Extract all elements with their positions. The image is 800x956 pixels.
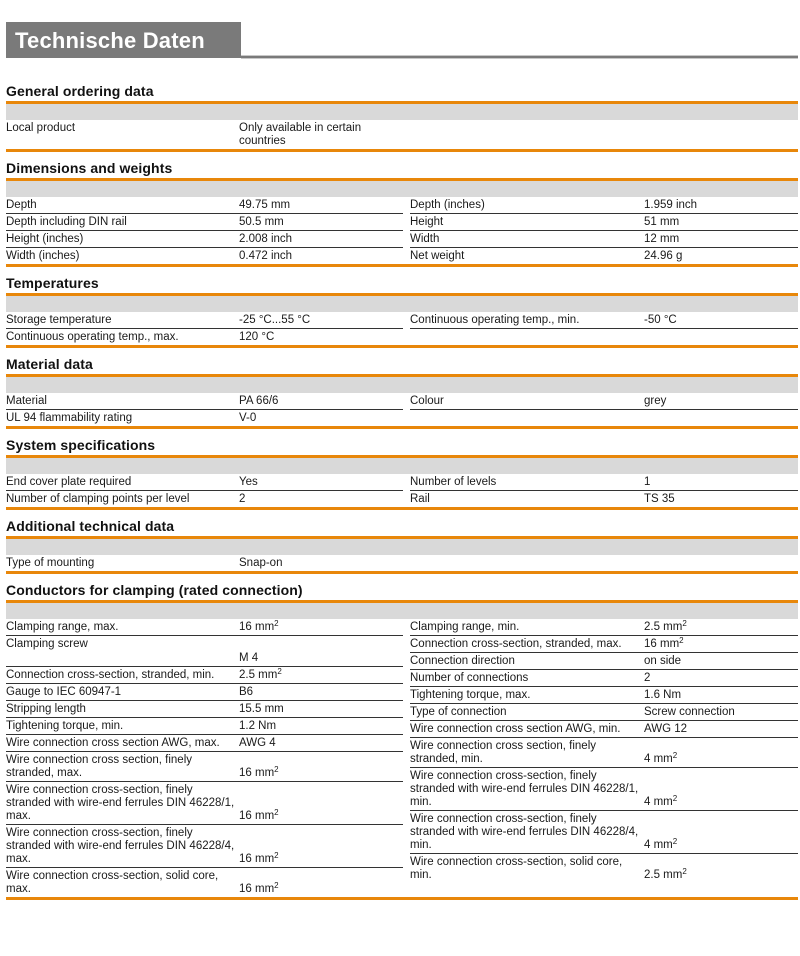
spec-label: Wire connection cross section AWG, min. — [410, 721, 644, 738]
spec-value: V-0 — [239, 412, 257, 424]
spec-value: Only available in certain countries — [239, 122, 362, 147]
spec-row — [6, 491, 403, 508]
section-material-data — [6, 355, 798, 429]
spec-table — [6, 393, 403, 426]
spec-row — [6, 248, 403, 265]
spec-value: 1.2 Nm — [239, 718, 403, 735]
spec-label: Wire connection cross-section, finely stranded with wire-end ferrules DIN 46228/1, min. — [410, 768, 644, 811]
spec-label: Continuous operating temp., max. — [6, 331, 179, 343]
section-body — [6, 178, 798, 267]
spec-value: -50 °C — [644, 312, 798, 329]
section-body — [6, 293, 798, 348]
spec-value: 4 $mm^2$ — [644, 738, 798, 768]
spec-label: Clamping screw — [6, 636, 239, 667]
spec-label: Wire connection cross-section, finely stranded with wire-end ferrules DIN 46228/4, max. — [6, 825, 239, 868]
section-body — [6, 374, 798, 429]
left-column — [6, 555, 403, 571]
spec-label: Connection cross-section, stranded, min. — [6, 667, 239, 684]
spec-table — [6, 474, 403, 507]
spec-row — [6, 393, 403, 410]
spec-row — [6, 868, 403, 898]
spec-value: 49.75 mm — [239, 197, 403, 214]
spec-row — [6, 214, 403, 231]
spec-value: -25 °C...55 °C — [239, 312, 403, 329]
spec-label: Clamping range, min. — [410, 619, 644, 636]
spec-value: Snap-on — [239, 557, 283, 569]
section-band — [6, 603, 798, 619]
section-title: Material data — [6, 356, 93, 372]
section-title: Temperatures — [6, 275, 99, 291]
spec-value: 12 mm — [644, 231, 798, 248]
spec-row — [6, 329, 403, 346]
spec-label: Type of mounting — [6, 557, 95, 569]
spec-label: Number of clamping points per level — [6, 493, 190, 505]
spec-row — [6, 312, 403, 329]
spec-table — [6, 619, 403, 897]
spec-value: 16 $mm^2$ — [239, 825, 403, 868]
left-column — [6, 312, 403, 345]
spec-row — [6, 120, 403, 149]
spec-label: Width (inches) — [6, 250, 80, 262]
spec-row — [6, 197, 403, 214]
section-band — [6, 377, 798, 393]
section-general-ordering-data — [6, 82, 798, 152]
spec-value: 16 $mm^2$ — [239, 752, 403, 782]
spec-value: 16 $mm^2$ — [239, 619, 403, 636]
section-title: Conductors for clamping (rated connection) — [6, 582, 303, 598]
spec-row — [410, 721, 798, 738]
right-column — [410, 555, 798, 571]
spec-row — [6, 555, 403, 571]
spec-label: Height (inches) — [6, 231, 239, 248]
spec-label: Wire connection cross-section, solid core, max. — [6, 870, 219, 895]
spec-label: Number of connections — [410, 670, 644, 687]
spec-value: PA 66/6 — [239, 393, 403, 410]
spec-value: B6 — [239, 684, 403, 701]
spec-value: 1.6 Nm — [644, 687, 798, 704]
spec-value: 50.5 mm — [239, 214, 403, 231]
spec-row — [6, 667, 403, 684]
spec-label: Depth including DIN rail — [6, 214, 239, 231]
section-dimensions-and-weights — [6, 159, 798, 267]
spec-row — [6, 684, 403, 701]
spec-row — [410, 670, 798, 687]
spec-label: Depth (inches) — [410, 197, 644, 214]
spec-label: Type of connection — [410, 704, 644, 721]
spec-value: AWG 12 — [644, 721, 798, 738]
spec-row — [410, 768, 798, 811]
spec-label: Net weight — [410, 250, 465, 262]
section-grid — [6, 312, 798, 345]
right-column — [410, 120, 798, 149]
spec-value: 16 $mm^2$ — [239, 881, 279, 895]
spec-value: grey — [644, 393, 798, 410]
section-title: Additional technical data — [6, 518, 175, 534]
section-system-specifications — [6, 436, 798, 510]
spec-row — [6, 636, 403, 667]
spec-row — [6, 474, 403, 491]
section-conductors-for-clamping-rated-connection — [6, 581, 798, 900]
spec-label: Number of levels — [410, 474, 644, 491]
spec-label: Connection cross-section, stranded, max. — [410, 636, 644, 653]
spec-value: 120 °C — [239, 331, 275, 343]
spec-value: 2.5 $mm^2$ — [644, 867, 687, 881]
section-band — [6, 296, 798, 312]
spec-label: Wire connection cross-section, solid core, min. — [410, 856, 623, 881]
spec-row — [6, 825, 403, 868]
spec-label: Width — [410, 231, 644, 248]
spec-label: Local product — [6, 122, 76, 134]
spec-value: on side — [644, 653, 798, 670]
section-title: Dimensions and weights — [6, 160, 173, 176]
spec-label: Tightening torque, max. — [410, 687, 644, 704]
spec-row — [6, 701, 403, 718]
section-grid — [6, 393, 798, 426]
spec-row — [6, 410, 403, 427]
spec-table — [6, 312, 403, 345]
spec-value: 2 — [239, 493, 246, 505]
spec-row — [410, 214, 798, 231]
spec-table — [6, 197, 403, 264]
spec-label: Clamping range, max. — [6, 619, 239, 636]
spec-row — [410, 619, 798, 636]
section-grid — [6, 619, 798, 897]
spec-label: Material — [6, 393, 239, 410]
section-grid — [6, 555, 798, 571]
page-title: Technische Daten — [6, 22, 241, 58]
spec-value: 0.472 inch — [239, 250, 293, 262]
spec-table — [410, 197, 798, 264]
spec-row — [410, 704, 798, 721]
spec-label: Depth — [6, 197, 239, 214]
left-column — [6, 120, 403, 149]
right-column — [410, 474, 798, 507]
section-body — [6, 455, 798, 510]
left-column — [6, 619, 403, 897]
spec-row — [410, 474, 798, 491]
spec-value: 51 mm — [644, 214, 798, 231]
spec-row — [6, 782, 403, 825]
spec-label: Wire connection cross-section, finely stranded with wire-end ferrules DIN 46228/4, min. — [410, 811, 644, 854]
spec-row — [410, 687, 798, 704]
section-band — [6, 181, 798, 197]
spec-row — [410, 231, 798, 248]
spec-value: AWG 4 — [239, 735, 403, 752]
spec-value: 16 $mm^2$ — [239, 782, 403, 825]
spec-label: Wire connection cross section AWG, max. — [6, 735, 239, 752]
spec-value: Yes — [239, 474, 403, 491]
spec-label: UL 94 flammability rating — [6, 412, 133, 424]
spec-row — [410, 393, 798, 410]
right-column — [410, 619, 798, 897]
spec-label: Wire connection cross section, finely stranded, min. — [410, 738, 644, 768]
section-body — [6, 101, 798, 152]
section-temperatures — [6, 274, 798, 348]
spec-value: 15.5 mm — [239, 701, 403, 718]
section-grid — [6, 474, 798, 507]
spec-value: 2.5 $mm^2$ — [239, 667, 403, 684]
technical-data-content — [6, 82, 798, 907]
section-body — [6, 536, 798, 574]
right-column — [410, 312, 798, 345]
spec-label: Rail — [410, 493, 430, 505]
spec-label: Gauge to IEC 60947-1 — [6, 684, 239, 701]
right-column — [410, 393, 798, 426]
spec-row — [410, 653, 798, 670]
spec-value: 2.008 inch — [239, 231, 403, 248]
spec-value: TS 35 — [644, 493, 675, 505]
spec-row — [410, 197, 798, 214]
spec-row — [410, 248, 798, 265]
section-additional-technical-data — [6, 517, 798, 574]
spec-value: 4 $mm^2$ — [644, 768, 798, 811]
spec-row — [6, 718, 403, 735]
spec-value: 1 — [644, 474, 798, 491]
spec-row — [410, 854, 798, 884]
spec-label: Colour — [410, 393, 644, 410]
section-grid — [6, 120, 798, 149]
spec-table — [410, 312, 798, 329]
section-grid — [6, 197, 798, 264]
spec-label: Connection direction — [410, 653, 644, 670]
spec-label: End cover plate required — [6, 474, 239, 491]
left-column — [6, 197, 403, 264]
section-band — [6, 458, 798, 474]
spec-value: M 4 — [239, 636, 403, 667]
spec-label: Storage temperature — [6, 312, 239, 329]
section-title: System specifications — [6, 437, 156, 453]
spec-table — [6, 120, 403, 149]
spec-table — [410, 619, 798, 883]
spec-row — [410, 312, 798, 329]
section-title: General ordering data — [6, 83, 154, 99]
left-column — [6, 474, 403, 507]
section-body — [6, 600, 798, 900]
spec-value: 2.5 $mm^2$ — [644, 619, 798, 636]
spec-table — [410, 474, 798, 507]
spec-label: Tightening torque, min. — [6, 718, 239, 735]
page-header — [6, 22, 798, 60]
spec-row — [6, 619, 403, 636]
spec-value: 2 — [644, 670, 798, 687]
spec-label: Height — [410, 214, 644, 231]
spec-value: 4 $mm^2$ — [644, 811, 798, 854]
left-column — [6, 393, 403, 426]
section-band — [6, 539, 798, 555]
spec-row — [6, 735, 403, 752]
spec-row — [410, 491, 798, 508]
spec-value: Screw connection — [644, 704, 798, 721]
spec-row — [410, 811, 798, 854]
spec-row — [6, 752, 403, 782]
spec-value: 1.959 inch — [644, 197, 798, 214]
spec-table — [410, 393, 798, 410]
spec-label: Wire connection cross section, finely stranded, max. — [6, 752, 239, 782]
right-column — [410, 197, 798, 264]
spec-row — [6, 231, 403, 248]
spec-table — [6, 555, 403, 571]
spec-row — [410, 738, 798, 768]
section-band — [6, 104, 798, 120]
spec-label: Continuous operating temp., min. — [410, 312, 644, 329]
spec-value: 16 $mm^2$ — [644, 636, 798, 653]
spec-row — [410, 636, 798, 653]
spec-label: Wire connection cross-section, finely stranded with wire-end ferrules DIN 46228/1, max. — [6, 782, 239, 825]
spec-label: Stripping length — [6, 701, 239, 718]
spec-value: 24.96 g — [644, 250, 683, 262]
header-rule — [241, 55, 798, 59]
